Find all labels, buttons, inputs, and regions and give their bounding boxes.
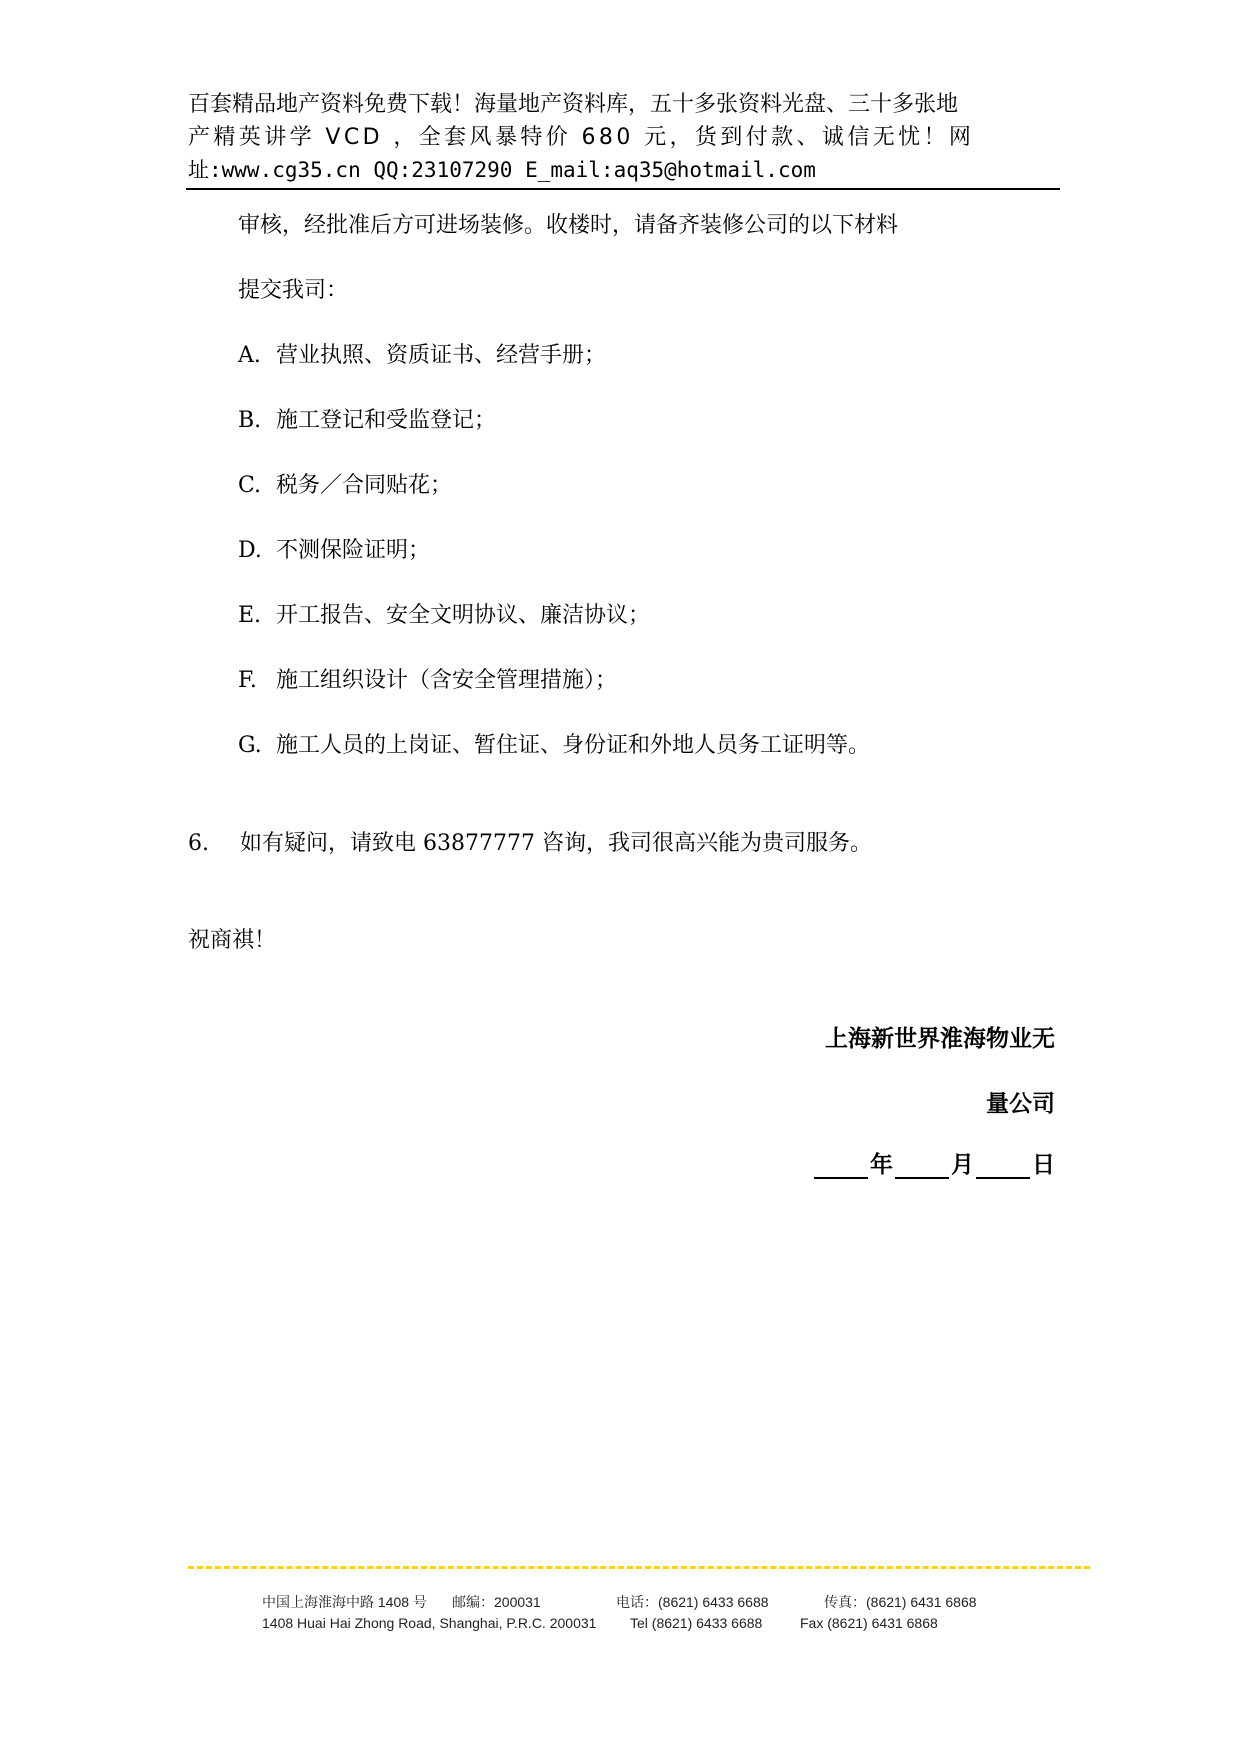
list-item-letter: E.: [238, 603, 262, 628]
point-number: 6.: [188, 831, 209, 856]
page-header: [188, 88, 1060, 187]
list-item-letter: A.: [238, 343, 261, 368]
numbered-point-6: [188, 826, 872, 857]
footer-cn-postcode: 邮编：200031: [452, 1594, 541, 1610]
footer-en-address: 1408 Huai Hai Zhong Road, Shanghai, P.R.C. 200031: [262, 1615, 597, 1631]
continuation-line-1: 审核，经批准后方可进场装修。收楼时，请备齐装修公司的以下材料: [238, 213, 899, 238]
header-divider: [186, 188, 1060, 190]
year-blank: [814, 1155, 868, 1179]
header-line-1: 百套精品地产资料免费下载！海量地产资料库，五十多张资料光盘、三十多张地: [188, 92, 959, 117]
footer-cn-phone: 电话：(8621) 6433 6688: [616, 1594, 769, 1610]
month-label: 月: [951, 1152, 974, 1178]
day-label: 日: [1032, 1152, 1055, 1178]
header-line-3: 址:www.cg35.cn QQ:23107290 E_mail:aq35@hotmail.com: [188, 158, 816, 182]
list-item-letter: B.: [238, 408, 262, 433]
list-item-letter: D.: [238, 538, 262, 563]
list-item-text: 施工组织设计（含安全管理措施）；: [276, 668, 618, 693]
list-item-text: 施工登记和受监登记；: [276, 408, 497, 433]
month-blank: [895, 1155, 949, 1179]
footer-en-fax: Fax (8621) 6431 6868: [800, 1615, 938, 1631]
closing-greeting: 祝商祺！: [188, 928, 277, 953]
point-text: 如有疑问，请致电 63877777 咨询，我司很高兴能为贵司服务。: [240, 831, 872, 856]
list-item: [238, 338, 606, 369]
continuation-line-2: 提交我司：: [238, 278, 349, 303]
signature-company-line-2: 量公司: [986, 1091, 1055, 1117]
list-item-text: 不测保险证明；: [276, 538, 431, 563]
footer-divider: [188, 1566, 1090, 1569]
list-item-letter: G.: [238, 733, 262, 758]
signature-date: [812, 1146, 1055, 1179]
list-item: [238, 663, 617, 694]
footer-cn-fax: 传真：(8621) 6431 6868: [824, 1594, 977, 1610]
year-label: 年: [870, 1152, 893, 1178]
footer-cn-address: 中国上海淮海中路 1408 号: [262, 1594, 427, 1610]
list-item-text: 税务／合同贴花；: [276, 473, 453, 498]
list-item: [238, 468, 452, 499]
list-item: [238, 533, 430, 564]
header-line-2: 产精英讲学 VCD ，全套风暴特价 680 元，货到付款、诚信无忧！网: [188, 125, 975, 150]
list-item-letter: C.: [238, 473, 262, 498]
day-blank: [976, 1155, 1030, 1179]
footer-en-tel: Tel (8621) 6433 6688: [630, 1615, 763, 1631]
list-item: [238, 598, 650, 629]
list-item: [238, 403, 496, 434]
list-item: [238, 728, 870, 759]
list-item-text: 开工报告、安全文明协议、廉洁协议；: [276, 603, 651, 628]
list-item-text: 营业执照、资质证书、经营手册；: [276, 343, 607, 368]
signature-company-line-1: 上海新世界淮海物业无: [825, 1026, 1055, 1052]
list-item-text: 施工人员的上岗证、暂住证、身份证和外地人员务工证明等。: [276, 733, 871, 758]
list-item-letter: F.: [238, 668, 257, 693]
